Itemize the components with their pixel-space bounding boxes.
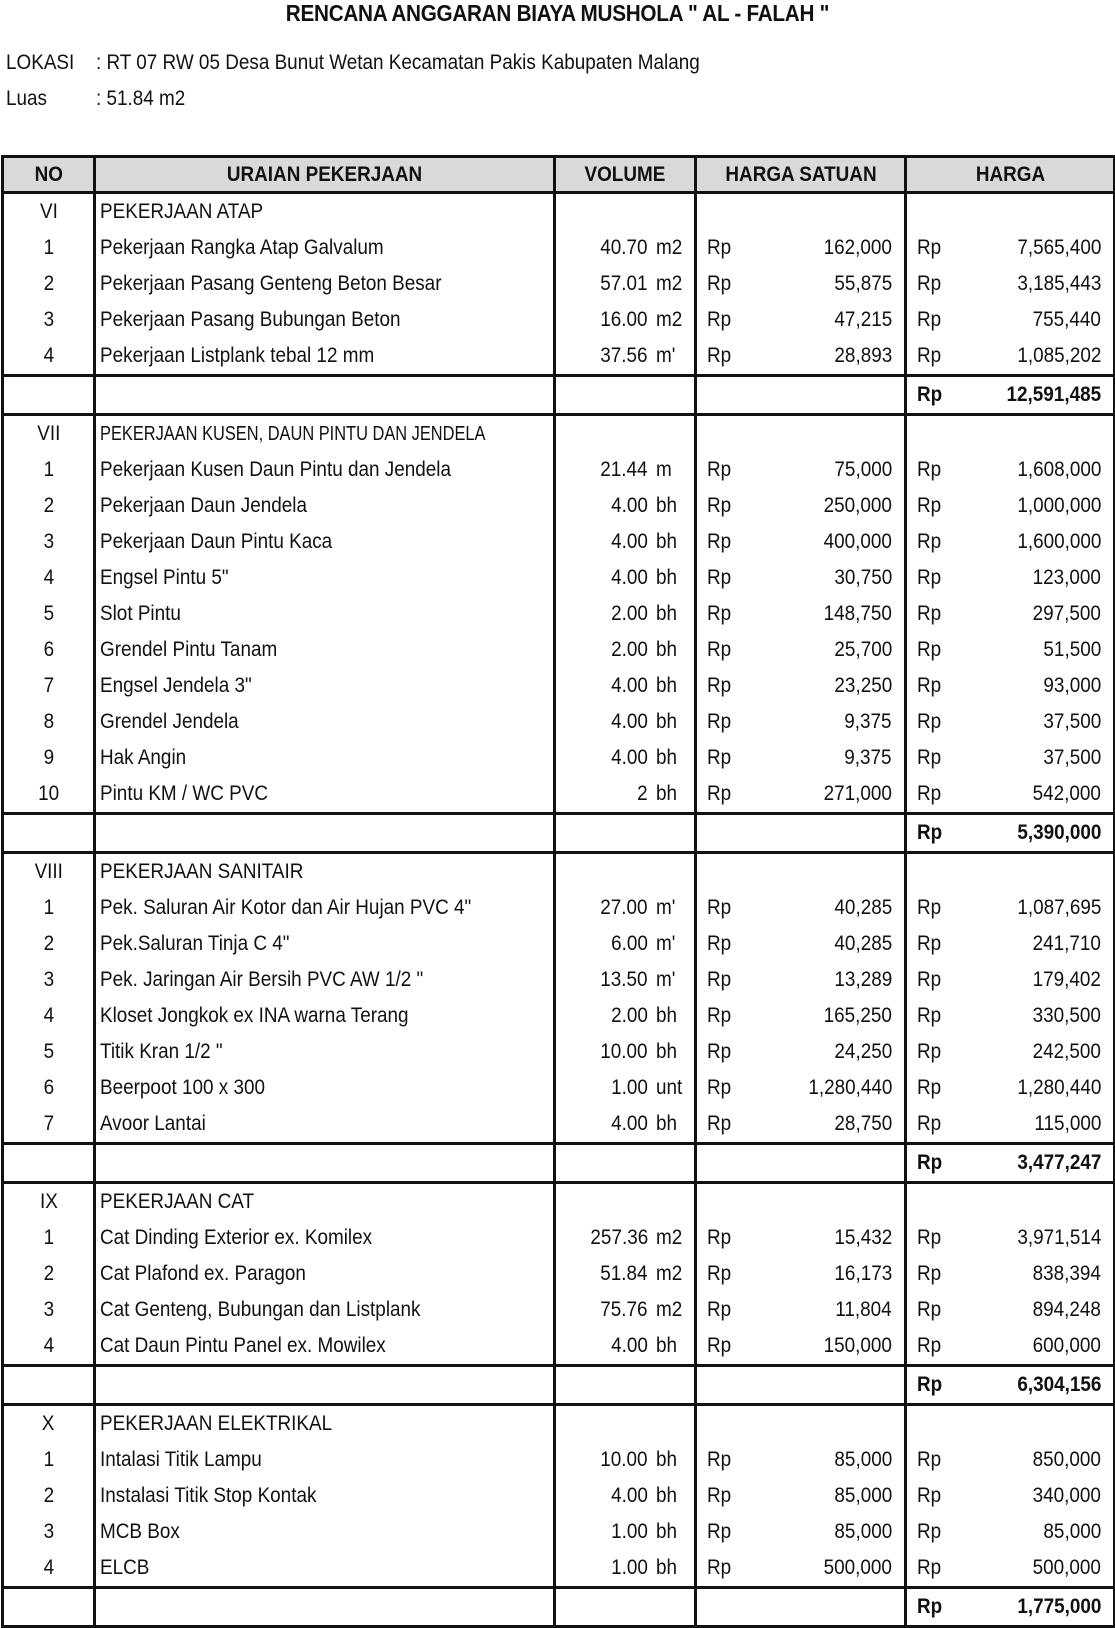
item-unit-price: Rp 47,215 — [696, 302, 906, 338]
section-header-row — [3, 415, 1115, 453]
item-total-price: Rp 1,087,695 — [906, 890, 1115, 926]
table-row — [3, 452, 1115, 488]
item-number: 3 — [3, 302, 95, 338]
table-row — [3, 1034, 1115, 1070]
item-total-price: Rp 115,000 — [906, 1106, 1115, 1144]
item-volume: 2.00 bh — [555, 998, 696, 1034]
item-unit: m2 — [656, 308, 683, 331]
item-description: Pekerjaan Pasang Genteng Beton Besar — [95, 266, 555, 302]
section-subtotal-row — [3, 1366, 1115, 1405]
item-number: 7 — [3, 1106, 95, 1144]
item-number: 4 — [3, 998, 95, 1034]
section-number: IX — [3, 1183, 95, 1221]
table-row — [3, 776, 1115, 814]
table-row — [3, 998, 1115, 1034]
section-subtotal-row — [3, 1588, 1115, 1627]
item-unit-price: Rp 500,000 — [696, 1550, 906, 1588]
item-unit: m' — [656, 968, 676, 991]
table-row — [3, 560, 1115, 596]
document-title: RENCANA ANGGARAN BIAYA MUSHOLA " AL - FALAH " — [285, 0, 830, 26]
section-header-row — [3, 853, 1115, 891]
item-number: 1 — [3, 230, 95, 266]
item-volume: 2.00 bh — [555, 632, 696, 668]
item-unit: bh — [656, 746, 678, 769]
item-total-price: Rp 37,500 — [906, 740, 1115, 776]
section-number: VI — [3, 193, 95, 231]
item-unit-price: Rp 85,000 — [696, 1478, 906, 1514]
item-volume: 4.00 bh — [555, 704, 696, 740]
table-row — [3, 740, 1115, 776]
item-number: 4 — [3, 560, 95, 596]
item-volume: 4.00 bh — [555, 560, 696, 596]
item-description: Grendel Pintu Tanam — [95, 632, 555, 668]
item-total-price: Rp 340,000 — [906, 1478, 1115, 1514]
item-description: Engsel Jendela 3" — [95, 668, 555, 704]
item-unit: m' — [656, 896, 676, 919]
item-number: 3 — [3, 1514, 95, 1550]
item-volume: 4.00 bh — [555, 524, 696, 560]
item-number: 3 — [3, 1292, 95, 1328]
section-header-row — [3, 1183, 1115, 1221]
item-description: Hak Angin — [95, 740, 555, 776]
section-header-row — [3, 193, 1115, 231]
item-unit: unt — [656, 1076, 683, 1099]
header-uraian: URAIAN PEKERJAAN — [95, 157, 555, 193]
item-unit: bh — [656, 1112, 678, 1135]
item-number: 2 — [3, 1478, 95, 1514]
item-unit-price: Rp 148,750 — [696, 596, 906, 632]
item-unit: bh — [656, 1520, 678, 1543]
item-unit: m2 — [656, 272, 683, 295]
item-unit: bh — [656, 1556, 678, 1579]
table-row — [3, 1292, 1115, 1328]
item-unit-price: Rp 28,750 — [696, 1106, 906, 1144]
table-row — [3, 1220, 1115, 1256]
item-number: 10 — [3, 776, 95, 814]
section-number: VII — [3, 415, 95, 453]
item-description: ELCB — [95, 1550, 555, 1588]
item-unit: bh — [656, 1448, 678, 1471]
item-total-price: Rp 1,600,000 — [906, 524, 1115, 560]
item-number: 1 — [3, 452, 95, 488]
item-description: Slot Pintu — [95, 596, 555, 632]
item-total-price: Rp 500,000 — [906, 1550, 1115, 1588]
item-unit: m' — [656, 344, 676, 367]
item-description: Pintu KM / WC PVC — [95, 776, 555, 814]
location-line — [6, 50, 700, 76]
item-unit: bh — [656, 782, 678, 805]
item-number: 4 — [3, 338, 95, 376]
item-description: Engsel Pintu 5" — [95, 560, 555, 596]
section-header-row — [3, 1405, 1115, 1443]
item-description: Titik Kran 1/2 " — [95, 1034, 555, 1070]
item-volume: 4.00 bh — [555, 1478, 696, 1514]
item-description: MCB Box — [95, 1514, 555, 1550]
section-title: PEKERJAAN CAT — [95, 1183, 555, 1221]
item-unit-price: Rp 150,000 — [696, 1328, 906, 1366]
item-volume: 10.00 bh — [555, 1442, 696, 1478]
item-total-price: Rp 7,565,400 — [906, 230, 1115, 266]
item-volume: 6.00 m' — [555, 926, 696, 962]
item-unit-price: Rp 11,804 — [696, 1292, 906, 1328]
item-number: 6 — [3, 1070, 95, 1106]
header-no: NO — [3, 157, 95, 193]
item-total-price: Rp 755,440 — [906, 302, 1115, 338]
table-row — [3, 338, 1115, 376]
table-row — [3, 926, 1115, 962]
item-unit-price: Rp 23,250 — [696, 668, 906, 704]
item-description: Pek. Jaringan Air Bersih PVC AW 1/2 " — [95, 962, 555, 998]
item-number: 1 — [3, 890, 95, 926]
item-unit: bh — [656, 602, 678, 625]
item-total-price: Rp 1,280,440 — [906, 1070, 1115, 1106]
table-row — [3, 890, 1115, 926]
item-total-price: Rp 85,000 — [906, 1514, 1115, 1550]
item-number: 4 — [3, 1550, 95, 1588]
item-unit: bh — [656, 710, 678, 733]
item-unit: m2 — [656, 1226, 683, 1249]
item-total-price: Rp 850,000 — [906, 1442, 1115, 1478]
item-volume: 1.00 bh — [555, 1514, 696, 1550]
table-row — [3, 1550, 1115, 1588]
table-row — [3, 488, 1115, 524]
item-description: Kloset Jongkok ex INA warna Terang — [95, 998, 555, 1034]
table-row — [3, 266, 1115, 302]
item-description: Intalasi Titik Lampu — [95, 1442, 555, 1478]
section-subtotal: Rp 5,390,000 — [906, 814, 1115, 853]
item-unit-price: Rp 9,375 — [696, 704, 906, 740]
item-unit-price: Rp 30,750 — [696, 560, 906, 596]
item-volume: 4.00 bh — [555, 488, 696, 524]
section-subtotal: Rp 1,775,000 — [906, 1588, 1115, 1627]
item-unit-price: Rp 25,700 — [696, 632, 906, 668]
item-number: 2 — [3, 926, 95, 962]
item-unit-price: Rp 162,000 — [696, 230, 906, 266]
item-unit-price: Rp 9,375 — [696, 740, 906, 776]
item-volume: 16.00 m2 — [555, 302, 696, 338]
table-row — [3, 632, 1115, 668]
table-row — [3, 1442, 1115, 1478]
item-number: 1 — [3, 1220, 95, 1256]
item-volume: 1.00 bh — [555, 1550, 696, 1588]
item-volume: 27.00 m' — [555, 890, 696, 926]
item-description: Pekerjaan Kusen Daun Pintu dan Jendela — [95, 452, 555, 488]
section-subtotal-row — [3, 376, 1115, 415]
item-unit: m2 — [656, 1298, 683, 1321]
item-unit: bh — [656, 1334, 678, 1357]
section-subtotal-row — [3, 1144, 1115, 1183]
section-number: X — [3, 1405, 95, 1443]
item-unit-price: Rp 15,432 — [696, 1220, 906, 1256]
item-total-price: Rp 241,710 — [906, 926, 1115, 962]
item-volume: 13.50 m' — [555, 962, 696, 998]
item-description: Pekerjaan Rangka Atap Galvalum — [95, 230, 555, 266]
item-number: 3 — [3, 524, 95, 560]
item-number: 5 — [3, 1034, 95, 1070]
header-volume: VOLUME — [555, 157, 696, 193]
item-unit: bh — [656, 530, 678, 553]
item-unit-price: Rp 400,000 — [696, 524, 906, 560]
item-unit: bh — [656, 1040, 678, 1063]
budget-table — [1, 155, 1115, 1628]
item-total-price: Rp 600,000 — [906, 1328, 1115, 1366]
item-number: 2 — [3, 1256, 95, 1292]
section-number: VIII — [3, 853, 95, 891]
item-unit-price: Rp 13,289 — [696, 962, 906, 998]
item-unit-price: Rp 40,285 — [696, 890, 906, 926]
item-total-price: Rp 3,185,443 — [906, 266, 1115, 302]
item-number: 9 — [3, 740, 95, 776]
table-header-row — [3, 157, 1115, 193]
item-number: 1 — [3, 1442, 95, 1478]
item-description: Pekerjaan Daun Jendela — [95, 488, 555, 524]
item-description: Cat Daun Pintu Panel ex. Mowilex — [95, 1328, 555, 1366]
table-row — [3, 962, 1115, 998]
item-total-price: Rp 37,500 — [906, 704, 1115, 740]
item-unit: m — [656, 458, 672, 481]
item-unit-price: Rp 16,173 — [696, 1256, 906, 1292]
section-title: PEKERJAAN ELEKTRIKAL — [95, 1405, 555, 1443]
table-row — [3, 1070, 1115, 1106]
item-total-price: Rp 3,971,514 — [906, 1220, 1115, 1256]
item-volume: 57.01 m2 — [555, 266, 696, 302]
item-description: Avoor Lantai — [95, 1106, 555, 1144]
item-description: Cat Plafond ex. Paragon — [95, 1256, 555, 1292]
item-total-price: Rp 1,608,000 — [906, 452, 1115, 488]
item-unit-price: Rp 85,000 — [696, 1442, 906, 1478]
item-total-price: Rp 894,248 — [906, 1292, 1115, 1328]
item-unit-price: Rp 75,000 — [696, 452, 906, 488]
item-unit-price: Rp 85,000 — [696, 1514, 906, 1550]
item-unit: m2 — [656, 236, 683, 259]
item-description: Instalasi Titik Stop Kontak — [95, 1478, 555, 1514]
item-unit: m2 — [656, 1262, 683, 1285]
area-line — [6, 86, 185, 112]
section-subtotal-row — [3, 814, 1115, 853]
item-volume: 257.36 m2 — [555, 1220, 696, 1256]
item-unit-price: Rp 40,285 — [696, 926, 906, 962]
table-row — [3, 1514, 1115, 1550]
table-body — [3, 193, 1115, 1627]
item-volume: 4.00 bh — [555, 740, 696, 776]
header-harga-satuan: HARGA SATUAN — [696, 157, 906, 193]
item-volume: 40.70 m2 — [555, 230, 696, 266]
item-volume: 2.00 bh — [555, 596, 696, 632]
item-description: Pekerjaan Daun Pintu Kaca — [95, 524, 555, 560]
item-number: 8 — [3, 704, 95, 740]
item-total-price: Rp 93,000 — [906, 668, 1115, 704]
item-description: Cat Dinding Exterior ex. Komilex — [95, 1220, 555, 1256]
item-unit: bh — [656, 638, 678, 661]
section-subtotal: Rp 6,304,156 — [906, 1366, 1115, 1405]
item-unit: bh — [656, 674, 678, 697]
table-row — [3, 1328, 1115, 1366]
item-unit-price: Rp 271,000 — [696, 776, 906, 814]
item-description: Beerpoot 100 x 300 — [95, 1070, 555, 1106]
item-unit: m' — [656, 932, 676, 955]
table-row — [3, 596, 1115, 632]
item-volume: 4.00 bh — [555, 1328, 696, 1366]
item-volume: 21.44 m — [555, 452, 696, 488]
item-description: Pekerjaan Pasang Bubungan Beton — [95, 302, 555, 338]
table-row — [3, 704, 1115, 740]
item-number: 7 — [3, 668, 95, 704]
item-unit: bh — [656, 494, 678, 517]
item-volume: 4.00 bh — [555, 668, 696, 704]
area-label: Luas — [6, 87, 47, 110]
location-value: : RT 07 RW 05 Desa Bunut Wetan Kecamatan Pakis Kabupaten Malang — [96, 51, 700, 74]
item-description: Pek. Saluran Air Kotor dan Air Hujan PVC 4" — [95, 890, 555, 926]
item-unit-price: Rp 24,250 — [696, 1034, 906, 1070]
item-unit: bh — [656, 1004, 678, 1027]
item-unit-price: Rp 165,250 — [696, 998, 906, 1034]
item-number: 5 — [3, 596, 95, 632]
item-number: 6 — [3, 632, 95, 668]
section-title: PEKERJAAN KUSEN, DAUN PINTU DAN JENDELA — [95, 415, 555, 453]
location-label: LOKASI — [6, 51, 75, 74]
item-total-price: Rp 542,000 — [906, 776, 1115, 814]
item-unit-price: Rp 1,280,440 — [696, 1070, 906, 1106]
item-unit: bh — [656, 566, 678, 589]
item-volume: 37.56 m' — [555, 338, 696, 376]
table-row — [3, 1478, 1115, 1514]
item-volume: 51.84 m2 — [555, 1256, 696, 1292]
item-number: 2 — [3, 488, 95, 524]
item-total-price: Rp 1,000,000 — [906, 488, 1115, 524]
item-volume: 2 bh — [555, 776, 696, 814]
item-number: 4 — [3, 1328, 95, 1366]
section-title: PEKERJAAN ATAP — [95, 193, 555, 231]
item-total-price: Rp 123,000 — [906, 560, 1115, 596]
item-total-price: Rp 242,500 — [906, 1034, 1115, 1070]
table-row — [3, 302, 1115, 338]
item-unit: bh — [656, 1484, 678, 1507]
item-description: Pek.Saluran Tinja C 4" — [95, 926, 555, 962]
item-description: Cat Genteng, Bubungan dan Listplank — [95, 1292, 555, 1328]
table-row — [3, 230, 1115, 266]
item-description: Grendel Jendela — [95, 704, 555, 740]
table-row — [3, 1256, 1115, 1292]
section-title: PEKERJAAN SANITAIR — [95, 853, 555, 891]
item-unit-price: Rp 250,000 — [696, 488, 906, 524]
item-total-price: Rp 297,500 — [906, 596, 1115, 632]
table-row — [3, 1106, 1115, 1144]
item-unit-price: Rp 28,893 — [696, 338, 906, 376]
item-number: 2 — [3, 266, 95, 302]
item-total-price: Rp 838,394 — [906, 1256, 1115, 1292]
area-value: : 51.84 m2 — [96, 87, 186, 110]
item-total-price: Rp 51,500 — [906, 632, 1115, 668]
item-number: 3 — [3, 962, 95, 998]
item-volume: 4.00 bh — [555, 1106, 696, 1144]
table-row — [3, 668, 1115, 704]
section-subtotal: Rp 3,477,247 — [906, 1144, 1115, 1183]
item-total-price: Rp 1,085,202 — [906, 338, 1115, 376]
item-total-price: Rp 179,402 — [906, 962, 1115, 998]
section-subtotal: Rp 12,591,485 — [906, 376, 1115, 415]
header-harga: HARGA — [906, 157, 1115, 193]
item-volume: 1.00 unt — [555, 1070, 696, 1106]
item-volume: 75.76 m2 — [555, 1292, 696, 1328]
item-volume: 10.00 bh — [555, 1034, 696, 1070]
table-row — [3, 524, 1115, 560]
item-description: Pekerjaan Listplank tebal 12 mm — [95, 338, 555, 376]
item-unit-price: Rp 55,875 — [696, 266, 906, 302]
item-total-price: Rp 330,500 — [906, 998, 1115, 1034]
